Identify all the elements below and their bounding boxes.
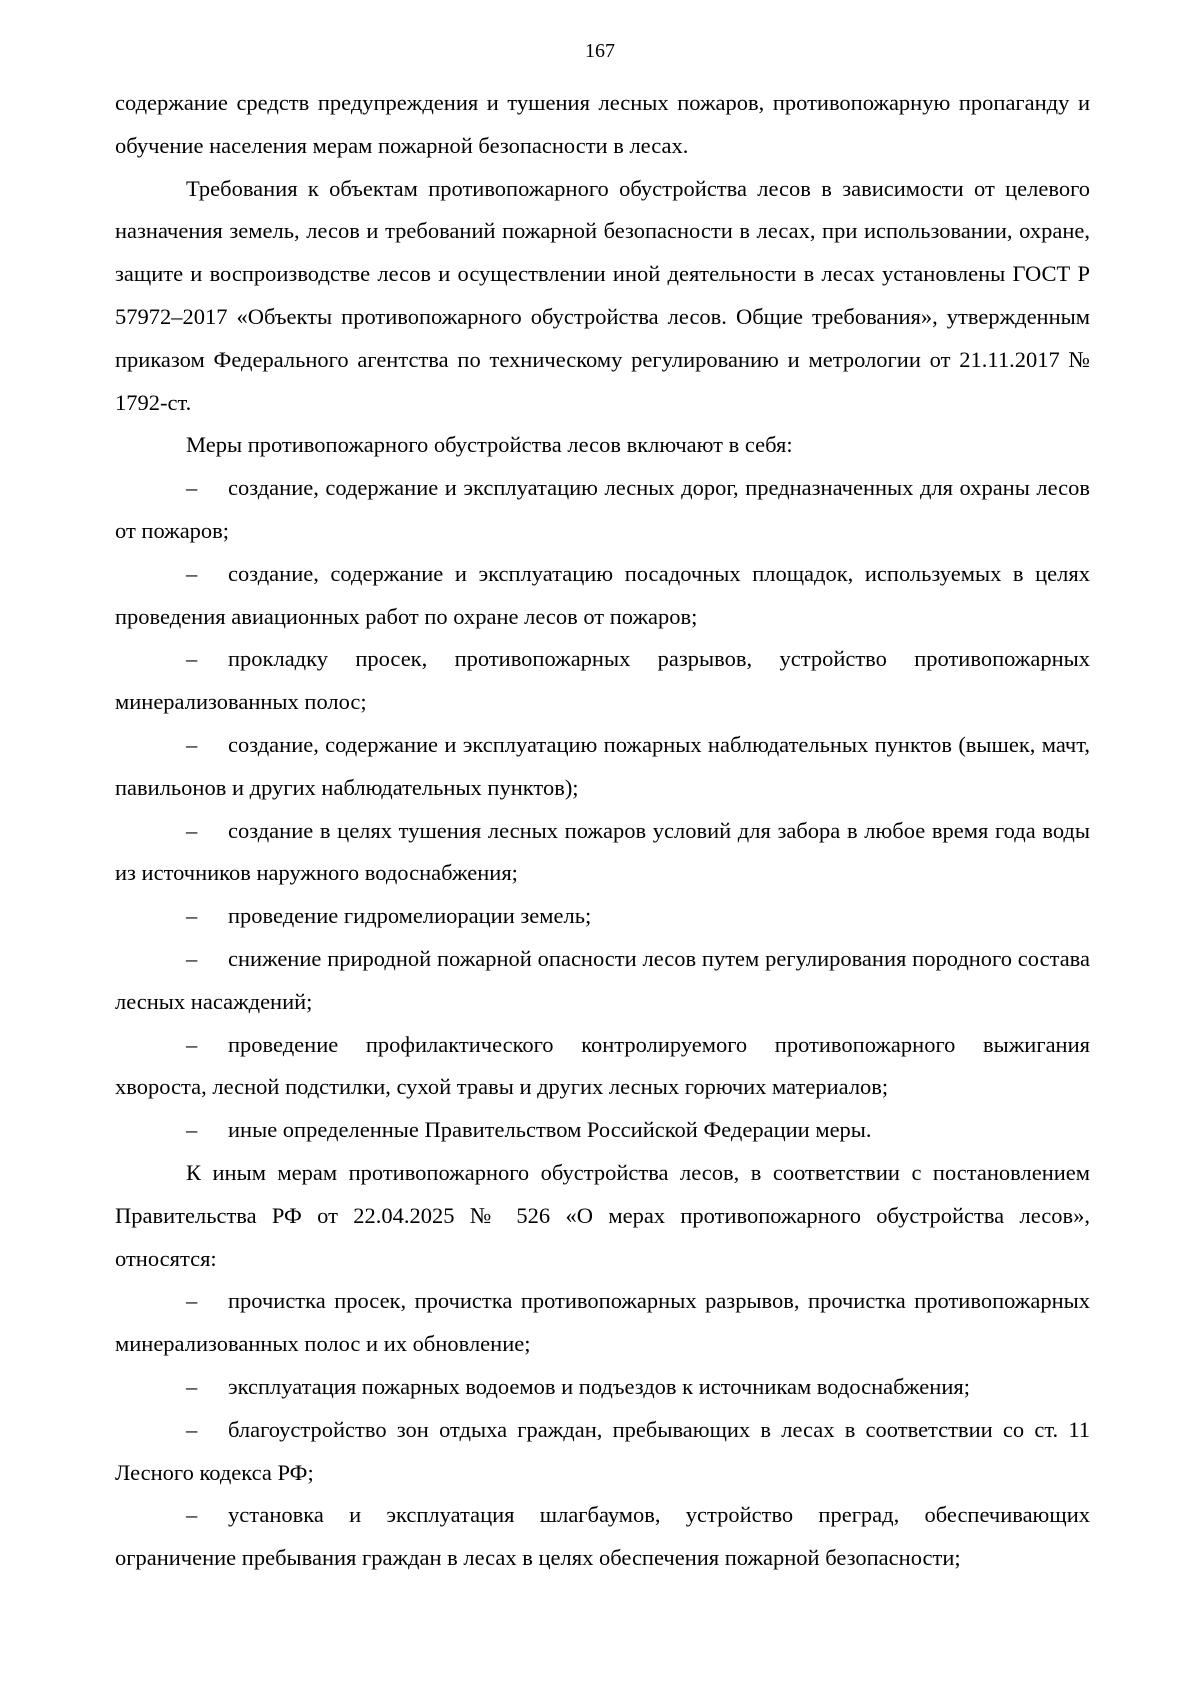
paragraph-other-measures: К иным мерам противопожарного обустройства лесов, в соответствии с постановлением Правительства РФ от 22.04.2025 № 526 «О мерах противопожарного обустройства лесов», относятся: (115, 1159, 1090, 1271)
dash-bullet: – (186, 560, 198, 586)
list-item-text: создание, содержание и эксплуатацию посадочных площадок, используемых в целях проведения авиационных работ по охране лесов от пожаров; (115, 560, 1090, 629)
paragraph-measures-intro: Меры противопожарного обустройства лесов включают в себя: (186, 432, 793, 458)
list-item-text: создание, содержание и эксплуатацию лесных дорог, предназначенных для охраны лесов от пожаров; (115, 475, 1090, 543)
paragraph-continuation: содержание средств предупреждения и тушения лесных пожаров, противопожарную пропаганду и обучение населения мерам пожарной безопасности в лесах. (115, 90, 1090, 158)
page-number: 167 (585, 40, 615, 62)
document-body (115, 82, 1090, 1580)
dash-bullet: – (186, 1031, 198, 1057)
list-item-text: проведение профилактического контролируемого противопожарного выжигания хвороста, лесной подстилки, сухой травы и других лесных горючих материалов; (115, 1031, 1090, 1100)
dash-bullet: – (186, 1502, 198, 1528)
list-item-text: проведение гидромелиорации земель; (228, 903, 592, 929)
list-item (115, 638, 1090, 724)
dash-bullet: – (186, 475, 198, 501)
list-item (115, 724, 1090, 810)
list-item (115, 938, 1090, 1024)
list-item (115, 1280, 1090, 1366)
dash-bullet: – (186, 731, 198, 757)
list-item-text: установка и эксплуатация шлагбаумов, устройство преград, обеспечивающих ограничение пребывания граждан в лесах в целях обеспечения пожарной безопасности; (115, 1502, 1090, 1571)
dash-bullet: – (186, 1416, 198, 1442)
dash-bullet: – (186, 1117, 198, 1143)
list-item (115, 1409, 1090, 1495)
list-item-text: благоустройство зон отдыха граждан, пребывающих в лесах в соответствии со ст. 11 Лесного кодекса РФ; (115, 1416, 1090, 1485)
list-item (115, 1494, 1090, 1580)
list-item (115, 467, 1090, 553)
list-item-text: создание, содержание и эксплуатацию пожарных наблюдательных пунктов (вышек, мачт, павильонов и других наблюдательных пунктов); (115, 731, 1090, 800)
dash-bullet: – (186, 1373, 198, 1399)
dash-bullet: – (186, 903, 198, 929)
paragraph-gost-requirements: Требования к объектам противопожарного обустройства лесов в зависимости от целевого назначения земель, лесов и требований пожарной безопасности в лесах, при использовании, охране, защите и воспроизводстве лесов и осуществлении иной деятельности в лесах установлены ГОСТ Р 57972–2017 «Объекты противопожарного обустройства лесов. Общие требования», утвержденным приказом Федерального агентства по техническому регулированию и метрологии от 21.11.2017 № 1792-ст. (115, 175, 1090, 415)
list-item (115, 1366, 1090, 1409)
dash-bullet: – (186, 817, 198, 843)
list-item-text: создание в целях тушения лесных пожаров условий для забора в любое время года воды из источников наружного водоснабжения; (115, 817, 1090, 886)
dash-bullet: – (186, 945, 198, 971)
dash-bullet: – (186, 646, 198, 672)
dash-bullet: – (186, 1288, 198, 1314)
list-item (115, 810, 1090, 896)
list-item-text: прокладку просек, противопожарных разрывов, устройство противопожарных минерализованных полос; (115, 646, 1090, 715)
list-item-text: снижение природной пожарной опасности лесов путем регулирования породного состава лесных насаждений; (115, 945, 1090, 1014)
list-item (115, 553, 1090, 639)
list-item (115, 1024, 1090, 1110)
list-item-text: прочистка просек, прочистка противопожарных разрывов, прочистка противопожарных минерализованных полос и их обновление; (115, 1288, 1090, 1357)
list-item-text: иные определенные Правительством Российской Федерации меры. (228, 1117, 872, 1143)
list-item-text: эксплуатация пожарных водоемов и подъездов к источникам водоснабжения; (228, 1373, 970, 1399)
list-item (115, 1109, 1090, 1152)
list-item (115, 895, 1090, 938)
